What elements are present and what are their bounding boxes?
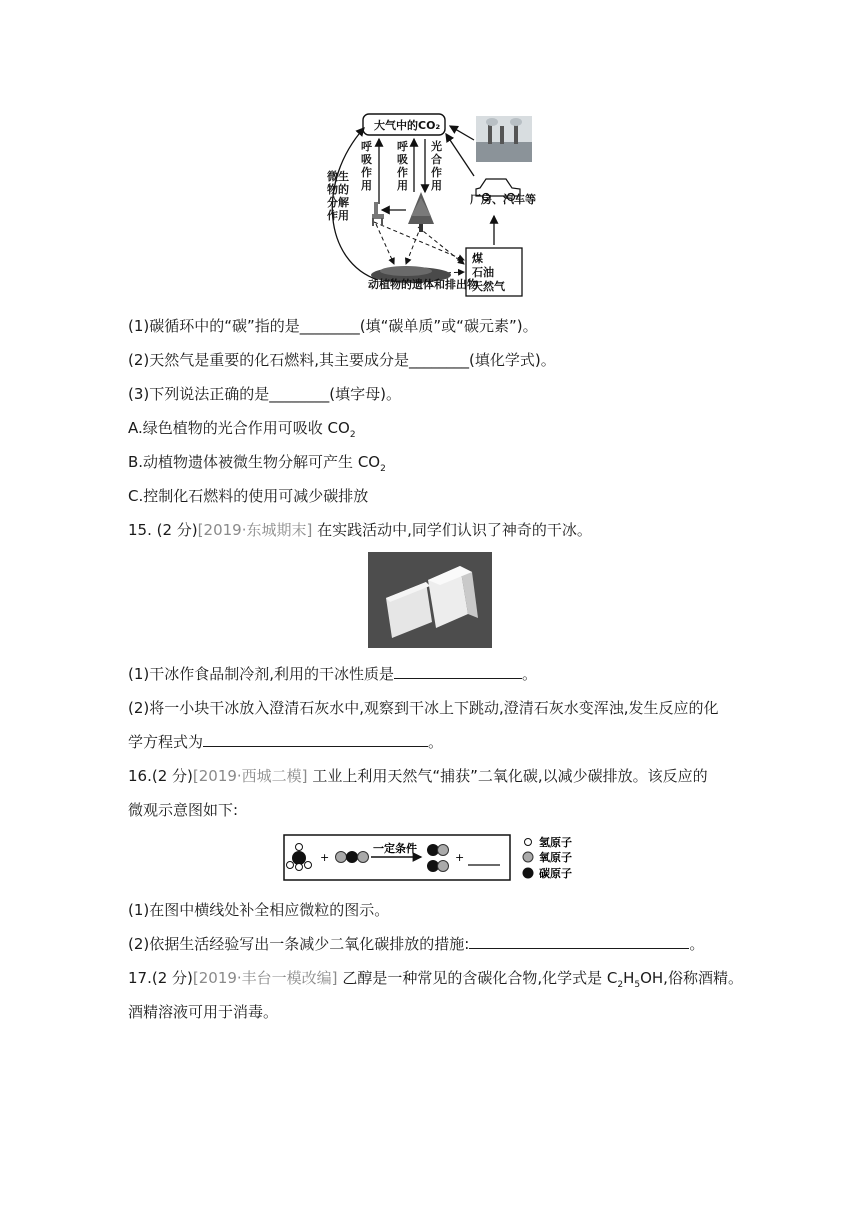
atmosphere-co2-label: 大气中的CO₂: [374, 119, 441, 132]
plus-sign-2: +: [455, 851, 465, 864]
q14-option-c: C.控制化石燃料的使用可减少碳排放: [128, 487, 369, 505]
giraffe-icon: [372, 202, 384, 226]
q16-score: (2 分): [151, 767, 193, 785]
q17-source: [2019·丰台一模改编]: [192, 969, 338, 987]
photosynthesis-label: 光合作用: [431, 140, 442, 192]
option-a-subscript: 2: [349, 430, 356, 440]
dry-ice-photo: [368, 552, 492, 648]
q15-stem: [128, 520, 592, 540]
q16-part2-text: (2)依据生活经验写出一条减少二氧化碳排放的措施:: [128, 935, 470, 953]
option-b-subscript: 2: [380, 464, 386, 474]
carbon-atom-icon: [523, 868, 534, 879]
q15-part2-text: 学方程式为: [128, 733, 204, 751]
legend: [523, 835, 573, 880]
q15-part2-blank[interactable]: [203, 732, 428, 747]
tree-icon: [408, 192, 434, 232]
fossil-gas-label: 天然气: [472, 280, 505, 293]
co2-molecule: [336, 851, 369, 863]
q17-number: 17.: [128, 969, 152, 987]
q16-part2: [128, 934, 704, 954]
formula-h: H: [623, 969, 635, 987]
q16-stem-text: 工业上利用天然气“捕获”二氧化碳,以减少碳排放。该反应的: [312, 767, 708, 785]
fossil-coal-label: 煤: [472, 252, 483, 265]
plus-sign-1: +: [320, 851, 330, 864]
q15-part2-line1: (2)将一小块干冰放入澄清石灰水中,观察到干冰上下跳动,澄清石灰水变浑浊,发生反应的化: [128, 699, 719, 717]
remains-label: 动植物的遗体和排出物: [368, 278, 478, 291]
option-a-text: A.绿色植物的光合作用可吸收 CO: [128, 419, 350, 437]
carbon-cycle-figure: [316, 112, 546, 300]
respiration-left-label: 呼吸作用: [361, 140, 372, 192]
option-b-text: B.动植物遗体被微生物分解可产生 CO: [128, 453, 381, 471]
q15-source: [2019·东城期末]: [197, 521, 313, 539]
legend-carbon: 碳原子: [539, 867, 572, 880]
q16-part2-blank[interactable]: [469, 934, 689, 949]
formula-subscript-2: 2: [617, 980, 624, 990]
q17-stem-line1: [128, 968, 743, 995]
q14-part1: (1)碳循环中的“碳”指的是________(填“碳单质”或“碳元素”)。: [128, 317, 538, 335]
q16-number: 16.: [128, 767, 152, 785]
q17-stem-text-2: OH,俗称酒精。: [640, 969, 743, 987]
oxygen-atom-icon: [523, 852, 533, 862]
reaction-condition: 一定条件: [373, 842, 417, 855]
q16-part2-end: 。: [689, 935, 705, 953]
q16-part1: (1)在图中横线处补全相应微粒的图示。: [128, 901, 390, 919]
factory-image: [476, 116, 532, 162]
q15-stem-text: 在实践活动中,同学们认识了神奇的干冰。: [317, 521, 592, 539]
q14-part2: (2)天然气是重要的化石燃料,其主要成分是________(填化学式)。: [128, 351, 556, 369]
q17-stem-line2: 酒精溶液可用于消毒。: [128, 1003, 279, 1021]
q14-part3: (3)下列说法正确的是________(填字母)。: [128, 385, 401, 403]
q15-part2-line2: [128, 732, 443, 752]
formula-subscript-5: 5: [634, 980, 641, 990]
q17-score: (2 分): [151, 969, 193, 987]
legend-oxygen: 氧原子: [539, 851, 572, 864]
q14-option-a: [128, 418, 356, 445]
q14-option-b: [128, 452, 386, 479]
legend-hydrogen: 氢原子: [539, 836, 572, 849]
q15-part1: [128, 664, 537, 684]
q16-stem-line1: [128, 766, 708, 786]
hydrogen-atom-icon: [525, 839, 532, 846]
q17-stem-text: 乙醇是一种常见的含碳化合物,化学式是 C: [342, 969, 618, 987]
respiration-mid-label: 呼吸作用: [397, 140, 408, 192]
q15-part1-blank[interactable]: [394, 664, 522, 679]
q15-part2-end: 。: [428, 733, 444, 751]
q15-part1-end: 。: [522, 665, 538, 683]
micro-reaction-diagram: [283, 832, 583, 884]
q15-number: 15.: [128, 521, 152, 539]
factory-car-label: 厂房、汽车等: [470, 193, 536, 206]
q16-source: [2019·西城二模]: [192, 767, 308, 785]
q16-stem-line2: 微观示意图如下:: [128, 801, 239, 819]
q15-part1-text: (1)干冰作食品制冷剂,利用的干冰性质是: [128, 665, 395, 683]
q15-score: (2 分): [156, 521, 198, 539]
fossil-oil-label: 石油: [472, 266, 494, 279]
microbe-decomposition-label: 微生物的分解作用: [327, 170, 349, 222]
